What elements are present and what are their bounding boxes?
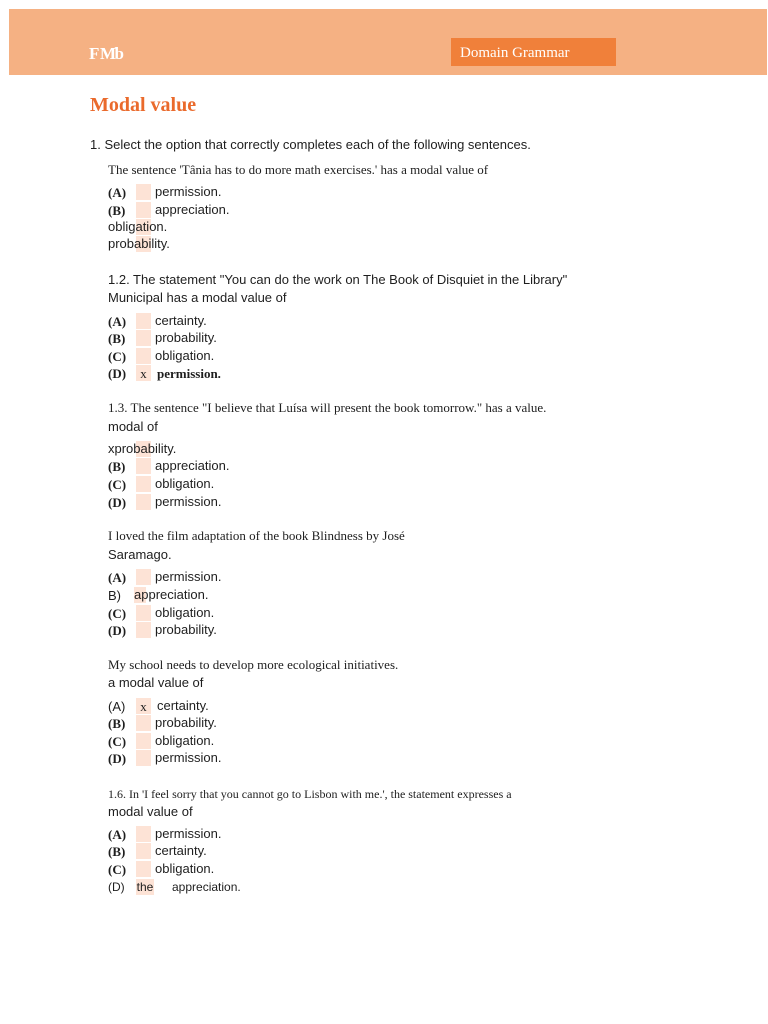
option-text: xprobability. [108,441,177,456]
q2-prompt-line2: Municipal has a modal value of [108,290,287,305]
q1-loose-option-1 [108,219,167,235]
option-text: obligation. [155,605,215,620]
option-text: permission. [155,184,222,199]
option-letter: (B) [108,203,126,218]
option-text: obligation. [155,861,215,876]
option-text: probability. [155,330,217,345]
answer-box[interactable] [136,330,151,346]
option-text: probability. [155,622,217,637]
header-band [9,9,767,75]
answer-box[interactable] [136,843,151,859]
header-logo: F Mb [89,44,123,63]
option-letter: B) [108,588,121,603]
answer-box[interactable] [136,569,151,585]
option-letter: (C) [108,349,127,364]
q3-loose-option [108,441,176,457]
option-letter: (A) [108,314,127,329]
option-text: certainty. [155,313,207,328]
q1-prompt: The sentence 'Tânia has to do more math exercises.' has a modal value of [108,162,489,177]
answer-box[interactable] [136,605,151,621]
answer-box[interactable] [136,494,151,510]
q3-prompt-line2: modal of [108,419,158,434]
answer-box[interactable]: x [136,698,151,714]
q6-prompt-line1: 1.6. In 'I feel sorry that you cannot go to Lisbon with me.', the statement expresses a [108,787,512,801]
q2-prompt-line1: 1.2. The statement "You can do the work on The Book of Disquiet in the Library" [108,272,568,287]
option-letter: (C) [108,606,127,621]
option-text: permission. [155,826,222,841]
q6-prompt-line2: modal value of [108,804,193,819]
option-text: permission. [155,569,222,584]
answer-box[interactable]: the [136,880,154,894]
answer-box[interactable]: x [136,365,151,381]
answer-box[interactable] [136,750,151,766]
answer-box[interactable] [136,458,151,474]
option-letter: (B) [108,459,126,474]
option-letter: (A) [108,185,127,200]
option-text: appreciation. [172,880,241,894]
option-letter: (A) [108,570,127,585]
option-text: obligation. [108,219,168,234]
q4-prompt-line1: I loved the film adaptation of the book Blindness by José [108,528,405,543]
option-text: obligation. [155,476,215,491]
option-text: permission. [155,494,222,509]
option-text: appreciation. [155,458,230,473]
option-letter: (B) [108,331,126,346]
q1-loose-option-2 [108,236,170,252]
answer-box[interactable] [136,861,151,877]
answer-box[interactable] [136,715,151,731]
option-letter: (A) [108,699,126,714]
option-text: permission. [157,366,221,381]
answer-box[interactable] [136,476,151,492]
option-text: appreciation. [155,202,230,217]
option-letter: (D) [108,495,127,510]
q4-prompt-line2: Saramago. [108,547,172,562]
q5-prompt-line2: a modal value of [108,675,204,690]
option-letter: (B) [108,716,126,731]
option-text: permission. [155,750,222,765]
instruction: 1. Select the option that correctly completes each of the following sentences. [90,137,531,152]
answer-box[interactable] [136,313,151,329]
option-text: obligation. [155,733,215,748]
option-letter: (C) [108,477,127,492]
option-text: appreciation. [134,587,209,602]
option-letter: (D) [108,880,125,894]
option-letter: (D) [108,623,127,638]
answer-box[interactable] [136,348,151,364]
answer-box[interactable] [136,733,151,749]
option-text: probability. [155,715,217,730]
answer-box[interactable] [136,184,151,200]
domain-label: Domain Grammar [451,38,616,66]
q3-prompt-line1: 1.3. The sentence "I believe that Luísa will present the book tomorrow." has a value. [108,400,547,415]
page-title: Modal value [90,94,197,116]
option-text: obligation. [155,348,215,363]
option-letter: (C) [108,734,127,749]
option-text: certainty. [157,698,209,713]
option-letter: (A) [108,827,127,842]
option-letter: (D) [108,366,127,381]
option-letter: (C) [108,862,127,877]
option-text: probability. [108,236,170,251]
option-letter: (B) [108,844,126,859]
option-letter: (D) [108,751,127,766]
answer-box[interactable] [136,622,151,638]
answer-box[interactable] [136,202,151,218]
answer-box[interactable] [136,826,151,842]
q5-prompt-line1: My school needs to develop more ecological initiatives. [108,657,399,672]
option-text: certainty. [155,843,207,858]
